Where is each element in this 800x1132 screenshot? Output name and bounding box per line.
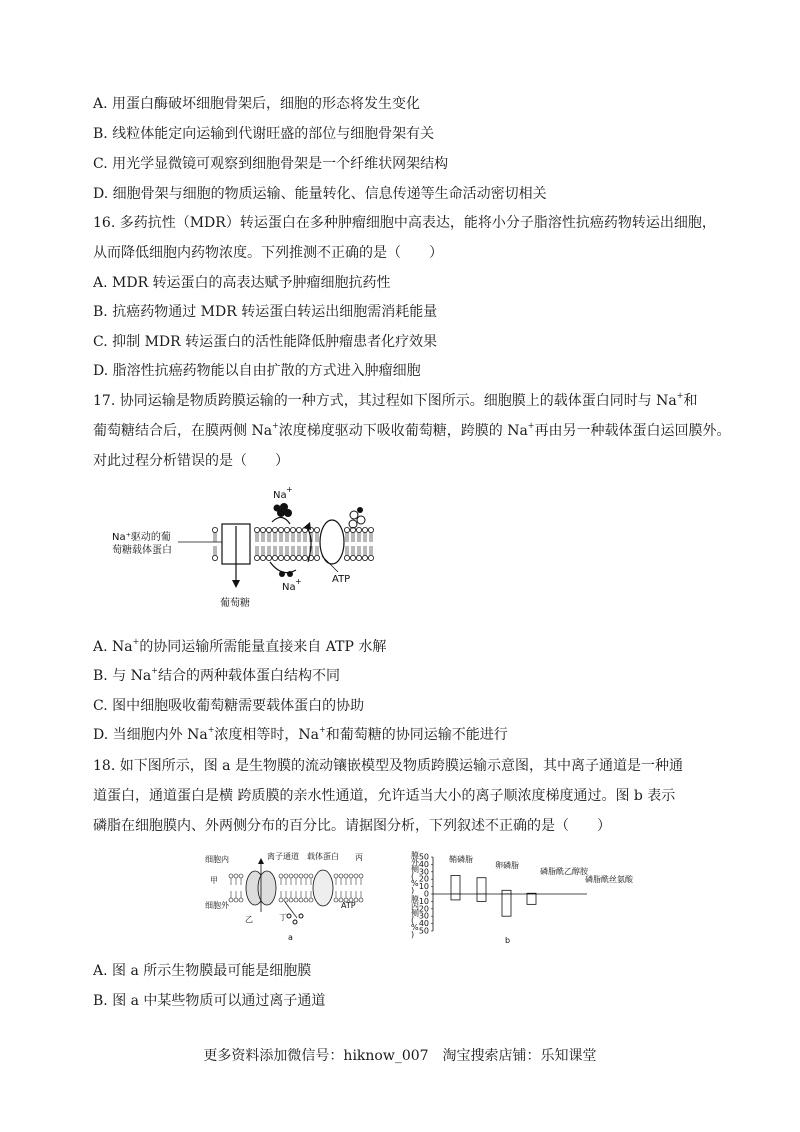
bar-outside — [451, 876, 460, 895]
bar-outside — [477, 878, 486, 894]
bar-inside — [451, 894, 460, 900]
phospholipid-head — [290, 527, 295, 532]
phospholipid-head — [296, 527, 301, 532]
glucose-label: 葡萄糖 — [220, 598, 250, 609]
na-return-arrow — [270, 562, 296, 573]
phospholipid-head — [278, 555, 283, 560]
q15-option-d: D. 细胞骨架与细胞的物质运输、能量转化、信息传递等生命活动密切相关 — [93, 186, 547, 202]
y-tick-label: 30 — [418, 911, 429, 921]
q18-stem-line2: 道蛋白，通道蛋白是横 跨质膜的亲水性通道，允许适当大小的离子顺浓度梯度通过。图 b 表示 — [93, 788, 676, 804]
y-axis-title-outside: 膜外侧( % ) — [411, 851, 419, 895]
phospholipid-head — [302, 555, 307, 560]
y-tick-label: 10 — [418, 896, 429, 906]
phospholipid-head — [290, 555, 295, 560]
phospholipid-head — [356, 527, 361, 532]
phospholipid-head — [304, 898, 308, 902]
phospholipid-head — [260, 555, 265, 560]
y-tick-label: 20 — [418, 904, 429, 914]
phospholipid-head — [266, 555, 271, 560]
phospholipid-head — [304, 874, 308, 878]
q18-stem-line1: 18. 如下图所示，图 a 是生物膜的流动镶嵌模型及物质跨膜运输示意图，其中离子通道是一种通 — [93, 758, 683, 774]
y-tick-label: 20 — [418, 874, 429, 884]
phospholipid-head — [344, 874, 348, 878]
phospholipid-head — [314, 555, 319, 560]
phospholipid-head — [334, 898, 338, 902]
atp-label-a: ATP — [341, 901, 356, 910]
q17-stem-line2: 葡萄糖结合后，在膜两侧 Na+浓度梯度驱动下吸收葡萄糖，跨膜的 Na+再由另一种载体蛋白运回膜外。 — [93, 421, 731, 439]
q15-option-a: A. 用蛋白酶破坏细胞骨架后，细胞的形态将发生变化 — [93, 96, 421, 112]
glycoprotein-dot — [293, 920, 297, 924]
bar-inside — [477, 894, 486, 901]
phospholipid-head — [229, 898, 233, 902]
bar-inside — [527, 894, 536, 904]
y-tick-label: 50 — [418, 926, 429, 936]
phospholipid-head — [278, 527, 283, 532]
glycoprotein-dot — [287, 914, 291, 918]
na-cluster-top — [274, 503, 293, 517]
phospholipid-head — [296, 555, 301, 560]
y-tick-label: 30 — [418, 867, 429, 877]
figure-a-caption: a — [288, 933, 293, 942]
phospholipid-head — [359, 898, 363, 902]
q18-figure-b-chart — [405, 850, 633, 945]
y-axis-title-inside: 膜内侧( % ) — [411, 895, 419, 939]
na-top-label: Na — [273, 490, 287, 501]
q16-option-d: D. 脂溶性抗癌药物能以自由扩散的方式进入肿瘤细胞 — [93, 363, 421, 379]
jia-label: 甲 — [210, 876, 218, 885]
inside-label: 细胞内 — [205, 855, 229, 864]
phospholipid-head — [260, 527, 265, 532]
phospholipid-head — [362, 555, 367, 560]
atp-label: ATP — [332, 574, 351, 585]
q17-stem-line1: 17. 协同运输是物质跨膜运输的一种方式，其过程如下图所示。细胞膜上的载体蛋白同时与 Na+和 — [93, 391, 698, 409]
bar-outside — [502, 890, 511, 894]
glycoprotein-dot — [299, 914, 303, 918]
bing-label: 丙 — [355, 853, 363, 862]
glucose-arrowhead — [232, 580, 240, 588]
channel-arrowhead — [258, 858, 264, 864]
phospholipid-head — [284, 874, 288, 878]
ion-cluster-right — [349, 507, 365, 528]
bar-inside — [502, 894, 511, 916]
category-label: 鞘磷脂 — [449, 855, 473, 864]
phospholipid-head — [212, 527, 217, 532]
na-bottom-label: Na — [282, 582, 296, 593]
phospholipid-head — [284, 555, 289, 560]
phospholipid-head — [354, 874, 358, 878]
phospholipid-head — [266, 527, 271, 532]
phospholipid-head — [239, 898, 243, 902]
na-bottom-charge: + — [295, 577, 302, 586]
phospholipid-head — [349, 874, 353, 878]
phospholipid-head — [279, 874, 283, 878]
phospholipid-head — [294, 874, 298, 878]
phospholipid-head — [356, 555, 361, 560]
phospholipid-head — [229, 874, 233, 878]
phospholipid-head — [284, 527, 289, 532]
phospholipid-head — [334, 874, 338, 878]
yi-label: 乙 — [245, 915, 253, 924]
q18-stem-line3: 磷脂在细胞膜内、外两侧分布的百分比。请据图分析，下列叙述不正确的是（ ） — [93, 818, 611, 834]
q17-option-a: A. Na+的协同运输所需能量直接来自 ATP 水解 — [93, 637, 387, 655]
ion-channel-label: 离子通道 — [267, 852, 299, 861]
phospholipid-head — [272, 527, 277, 532]
phospholipid-head — [344, 555, 349, 560]
category-label: 磷脂酰丝氨酸 — [585, 875, 633, 884]
na-dot — [279, 571, 285, 577]
q17-option-b: B. 与 Na+结合的两种载体蛋白结构不同 — [93, 666, 340, 684]
carrier-protein-label: 载体蛋白 — [307, 852, 339, 861]
q18-figure-a — [205, 850, 370, 945]
phospholipid-head — [344, 527, 349, 532]
phospholipid-head — [368, 527, 373, 532]
category-label: 磷脂酰乙醇胺 — [540, 867, 588, 876]
phospholipid-head — [309, 898, 313, 902]
category-label: 卵磷脂 — [495, 861, 519, 870]
outside-label: 细胞外 — [205, 901, 229, 910]
page-footer: 更多资料添加微信号：hiknow_007 淘宝搜索店铺：乐知课堂 — [203, 1048, 597, 1064]
phospholipid-head — [289, 898, 293, 902]
y-tick-label: 10 — [418, 882, 429, 892]
phospholipid-head — [279, 898, 283, 902]
phospholipid-head — [212, 555, 217, 560]
phospholipid-chart — [411, 850, 634, 939]
phospholipid-head — [272, 555, 277, 560]
q16-stem-line1: 16. 多药抗性（MDR）转运蛋白在多种肿瘤细胞中高表达，能将小分子脂溶性抗癌药物转运出细胞， — [93, 215, 716, 231]
phospholipid-head — [284, 898, 288, 902]
q16-stem-line2: 从而降低细胞内药物浓度。下列推测不正确的是（ ） — [93, 245, 443, 261]
figure-b-caption: b — [505, 936, 511, 945]
q16-option-a: A. MDR 转运蛋白的高表达赋予肿瘤细胞抗药性 — [93, 275, 391, 291]
y-tick-label: 40 — [418, 859, 429, 869]
carrier-label-line2: 萄糖载体蛋白 — [112, 545, 172, 556]
phospholipid-head — [294, 898, 298, 902]
phospholipid-head — [339, 874, 343, 878]
na-dot — [287, 571, 293, 577]
y-tick-label: 40 — [418, 919, 429, 929]
q16-option-c: C. 抑制 MDR 转运蛋白的活性能降低肿瘤患者化疗效果 — [93, 334, 438, 350]
phospholipid-head — [359, 874, 363, 878]
phospholipid-head — [234, 874, 238, 878]
q17-option-d: D. 当细胞内外 Na+浓度相等时，Na+和葡萄糖的协同运输不能进行 — [93, 725, 508, 743]
phospholipid-head — [234, 898, 238, 902]
y-tick-label: 0 — [423, 889, 429, 899]
phospholipid-head — [254, 555, 259, 560]
phospholipid-head — [350, 555, 355, 560]
na-top-charge: + — [286, 485, 293, 494]
phospholipid-head — [299, 874, 303, 878]
ding-label: 丁 — [279, 913, 287, 922]
phospholipid-head — [239, 874, 243, 878]
phospholipid-head — [299, 898, 303, 902]
phospholipid-head — [289, 874, 293, 878]
y-tick-label: 50 — [418, 852, 429, 862]
q17-stem-line3: 对此过程分析错误的是（ ） — [93, 453, 289, 469]
phospholipid-head — [314, 527, 319, 532]
q18-option-b: B. 图 a 中某些物质可以通过离子通道 — [93, 993, 326, 1009]
carrier-protein — [313, 870, 333, 906]
carrier-label-line1: Na⁺驱动的葡 — [112, 532, 171, 543]
q15-option-c: C. 用光学显微镜可观察到细胞骨架是一个纤维状网架结构 — [93, 156, 449, 172]
q17-option-c: C. 图中细胞吸收葡萄糖需要载体蛋白的协助 — [93, 698, 365, 714]
phospholipid-head — [309, 874, 313, 878]
phospholipid-head — [368, 555, 373, 560]
phospholipid-head — [362, 527, 367, 532]
na-inflow-arrow — [272, 517, 290, 524]
q17-cotransport-figure — [110, 482, 380, 612]
q15-option-b: B. 线粒体能定向运输到代谢旺盛的部位与细胞骨架有关 — [93, 126, 435, 142]
q16-option-b: B. 抗癌药物通过 MDR 转运蛋白转运出细胞需消耗能量 — [93, 304, 438, 320]
q18-option-a: A. 图 a 所示生物膜最可能是细胞膜 — [93, 963, 312, 979]
phospholipid-head — [254, 527, 259, 532]
